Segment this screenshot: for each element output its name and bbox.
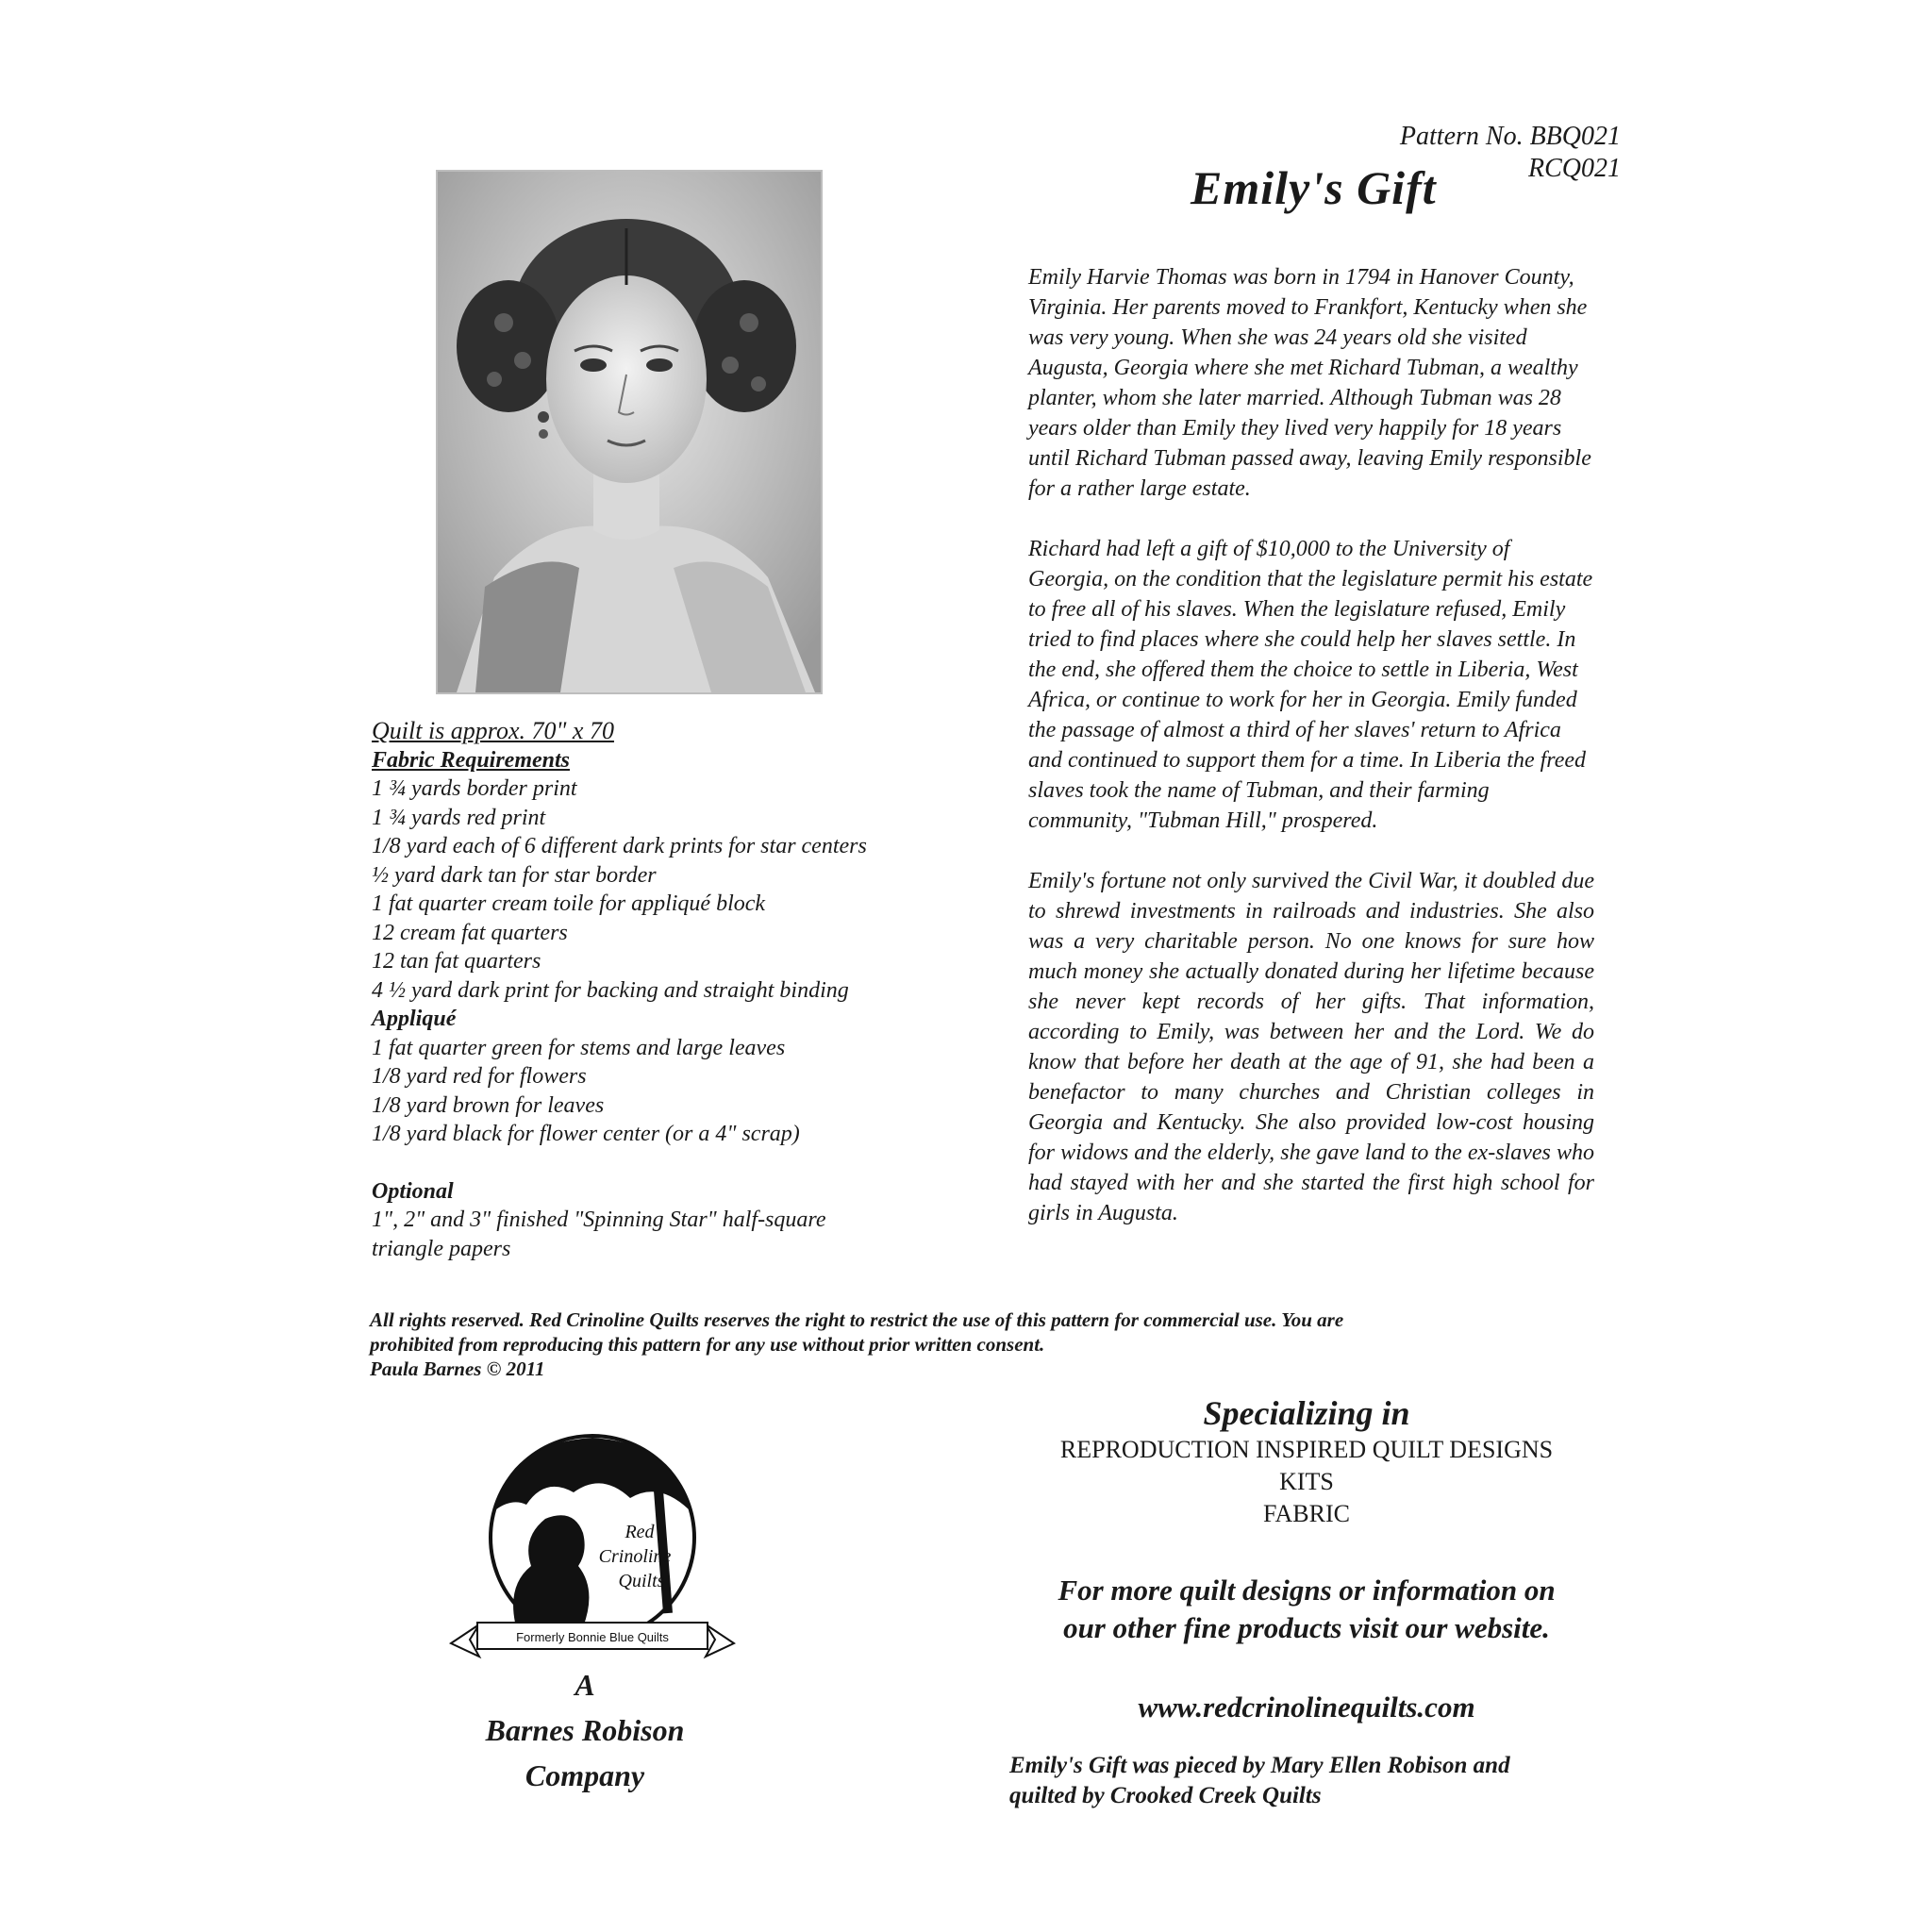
logo-banner-text: Formerly Bonnie Blue Quilts bbox=[516, 1630, 669, 1644]
website-promo bbox=[1009, 1572, 1604, 1647]
company-line-3: Company bbox=[525, 1758, 645, 1792]
biography-text bbox=[1028, 262, 1594, 1258]
rights-line-2: prohibited from reproducing this pattern for any use without prior written consent. bbox=[370, 1333, 1045, 1356]
list-item: 1 fat quarter cream toile for appliqué block bbox=[372, 891, 766, 916]
biography-paragraph-3: Emily's fortune not only survived the Civil War, it doubled due to shrewd investments in railroads and industries. She also was a very charitable person. No one knows for sure how much money she actually donated during her lifetime because she never kept records of her gifts. That information, according to Emily, was between her and the Lord. We do know that before her death at the age of 91, she had been a benefactor to many churches and Christian colleges in Georgia and Kentucky. She also provided low-cost housing for widows and the elderly, she gave land to the ex-slaves who had stayed with her and she started the first high school for girls in Augusta. bbox=[1028, 869, 1594, 1225]
list-item: 1 fat quarter green for stems and large leaves bbox=[372, 1035, 786, 1060]
specializing-heading: Specializing in bbox=[1203, 1394, 1410, 1432]
biography-paragraph-1: Emily Harvie Thomas was born in 1794 in Hanover County, Virginia. Her parents moved to Frankfort, Kentucky when she was very young. When she was 24 years old she visited Augusta, Georgia where she met Richard Tubman, a wealthy planter, whom she later married. Although Tubman was 28 years older than Emily they lived very happily for 18 years until Richard Tubman passed away, leaving Emily responsible for a rather large estate. bbox=[1028, 265, 1591, 501]
list-item: 1/8 yard each of 6 different dark prints for star centers bbox=[372, 834, 867, 858]
promo-line-1: For more quilt designs or information on bbox=[1058, 1574, 1556, 1607]
copyright-notice bbox=[370, 1307, 1596, 1381]
promo-line-2: our other fine products visit our website. bbox=[1063, 1611, 1550, 1644]
list-item: 1 ¾ yards border print bbox=[372, 776, 577, 801]
pattern-number-line1: Pattern No. BBQ021 bbox=[1399, 122, 1621, 151]
applique-list bbox=[372, 1034, 957, 1149]
rights-line-1: All rights reserved. Red Crinoline Quilts reserves the right to restrict the use of this pattern for commercial use. You are bbox=[370, 1308, 1344, 1331]
logo-text-crinoline: Crinoline bbox=[598, 1546, 672, 1567]
quilt-credit bbox=[1009, 1751, 1613, 1811]
list-item: 12 cream fat quarters bbox=[372, 920, 568, 945]
fabric-requirements bbox=[372, 717, 957, 1263]
website-url[interactable]: www.redcrinolinequilts.com bbox=[1138, 1690, 1475, 1724]
optional-line-2: triangle papers bbox=[372, 1236, 511, 1261]
applique-heading: Appliqué bbox=[372, 1007, 457, 1031]
list-item: 1/8 yard black for flower center (or a 4" scrap) bbox=[372, 1122, 800, 1146]
specializing-line-2: KITS bbox=[1279, 1468, 1334, 1495]
company-logo bbox=[441, 1424, 743, 1660]
list-item: 1/8 yard red for flowers bbox=[372, 1064, 587, 1089]
company-name bbox=[443, 1662, 726, 1798]
biography-paragraph-2: Richard had left a gift of $10,000 to the University of Georgia, on the condition that the legislature permit his estate to free all of his slaves. When the legislature refused, Emily tried to find places where she could help her slaves settle. In the end, she offered them the choice to settle in Liberia, West Africa, or continue to work for her in Georgia. Emily funded the passage of almost a third of her slaves' return to Africa and continued to support them for a time. In Liberia the freed slaves took the name of Tubman, and their farming community, "Tubman Hill," prospered. bbox=[1028, 537, 1593, 833]
specializing-block bbox=[1009, 1392, 1604, 1530]
list-item: 12 tan fat quarters bbox=[372, 949, 541, 974]
list-item: 1/8 yard brown for leaves bbox=[372, 1092, 605, 1118]
list-item: 4 ½ yard dark print for backing and straight binding bbox=[372, 977, 849, 1003]
credit-line-2: quilted by Crooked Creek Quilts bbox=[1009, 1783, 1322, 1808]
fabric-list bbox=[372, 774, 957, 1005]
credit-line-1: Emily's Gift was pieced by Mary Ellen Robison and bbox=[1009, 1753, 1510, 1778]
optional-heading: Optional bbox=[372, 1178, 454, 1204]
optional-line-1: 1", 2" and 3" finished "Spinning Star" half-square bbox=[372, 1208, 826, 1232]
specializing-line-3: FABRIC bbox=[1263, 1500, 1350, 1527]
list-item: 1 ¾ yards red print bbox=[372, 805, 546, 830]
specializing-line-1: REPRODUCTION INSPIRED QUILT DESIGNS bbox=[1059, 1436, 1554, 1463]
logo-text-quilts: Quilts bbox=[618, 1571, 665, 1591]
logo-text-red: Red bbox=[625, 1522, 655, 1542]
quilt-size: Quilt is approx. 70" x 70 bbox=[372, 717, 614, 744]
list-item: ½ yard dark tan for star border bbox=[372, 862, 657, 888]
fabric-heading: Fabric Requirements bbox=[372, 747, 571, 773]
company-line-1: A bbox=[575, 1668, 595, 1702]
page-title: Emily's Gift bbox=[1191, 161, 1437, 214]
portrait-image bbox=[436, 170, 823, 694]
rights-line-3: Paula Barnes © 2011 bbox=[370, 1357, 545, 1380]
pattern-number-line2: RCQ021 bbox=[1528, 154, 1621, 183]
company-line-2: Barnes Robison bbox=[485, 1713, 685, 1747]
